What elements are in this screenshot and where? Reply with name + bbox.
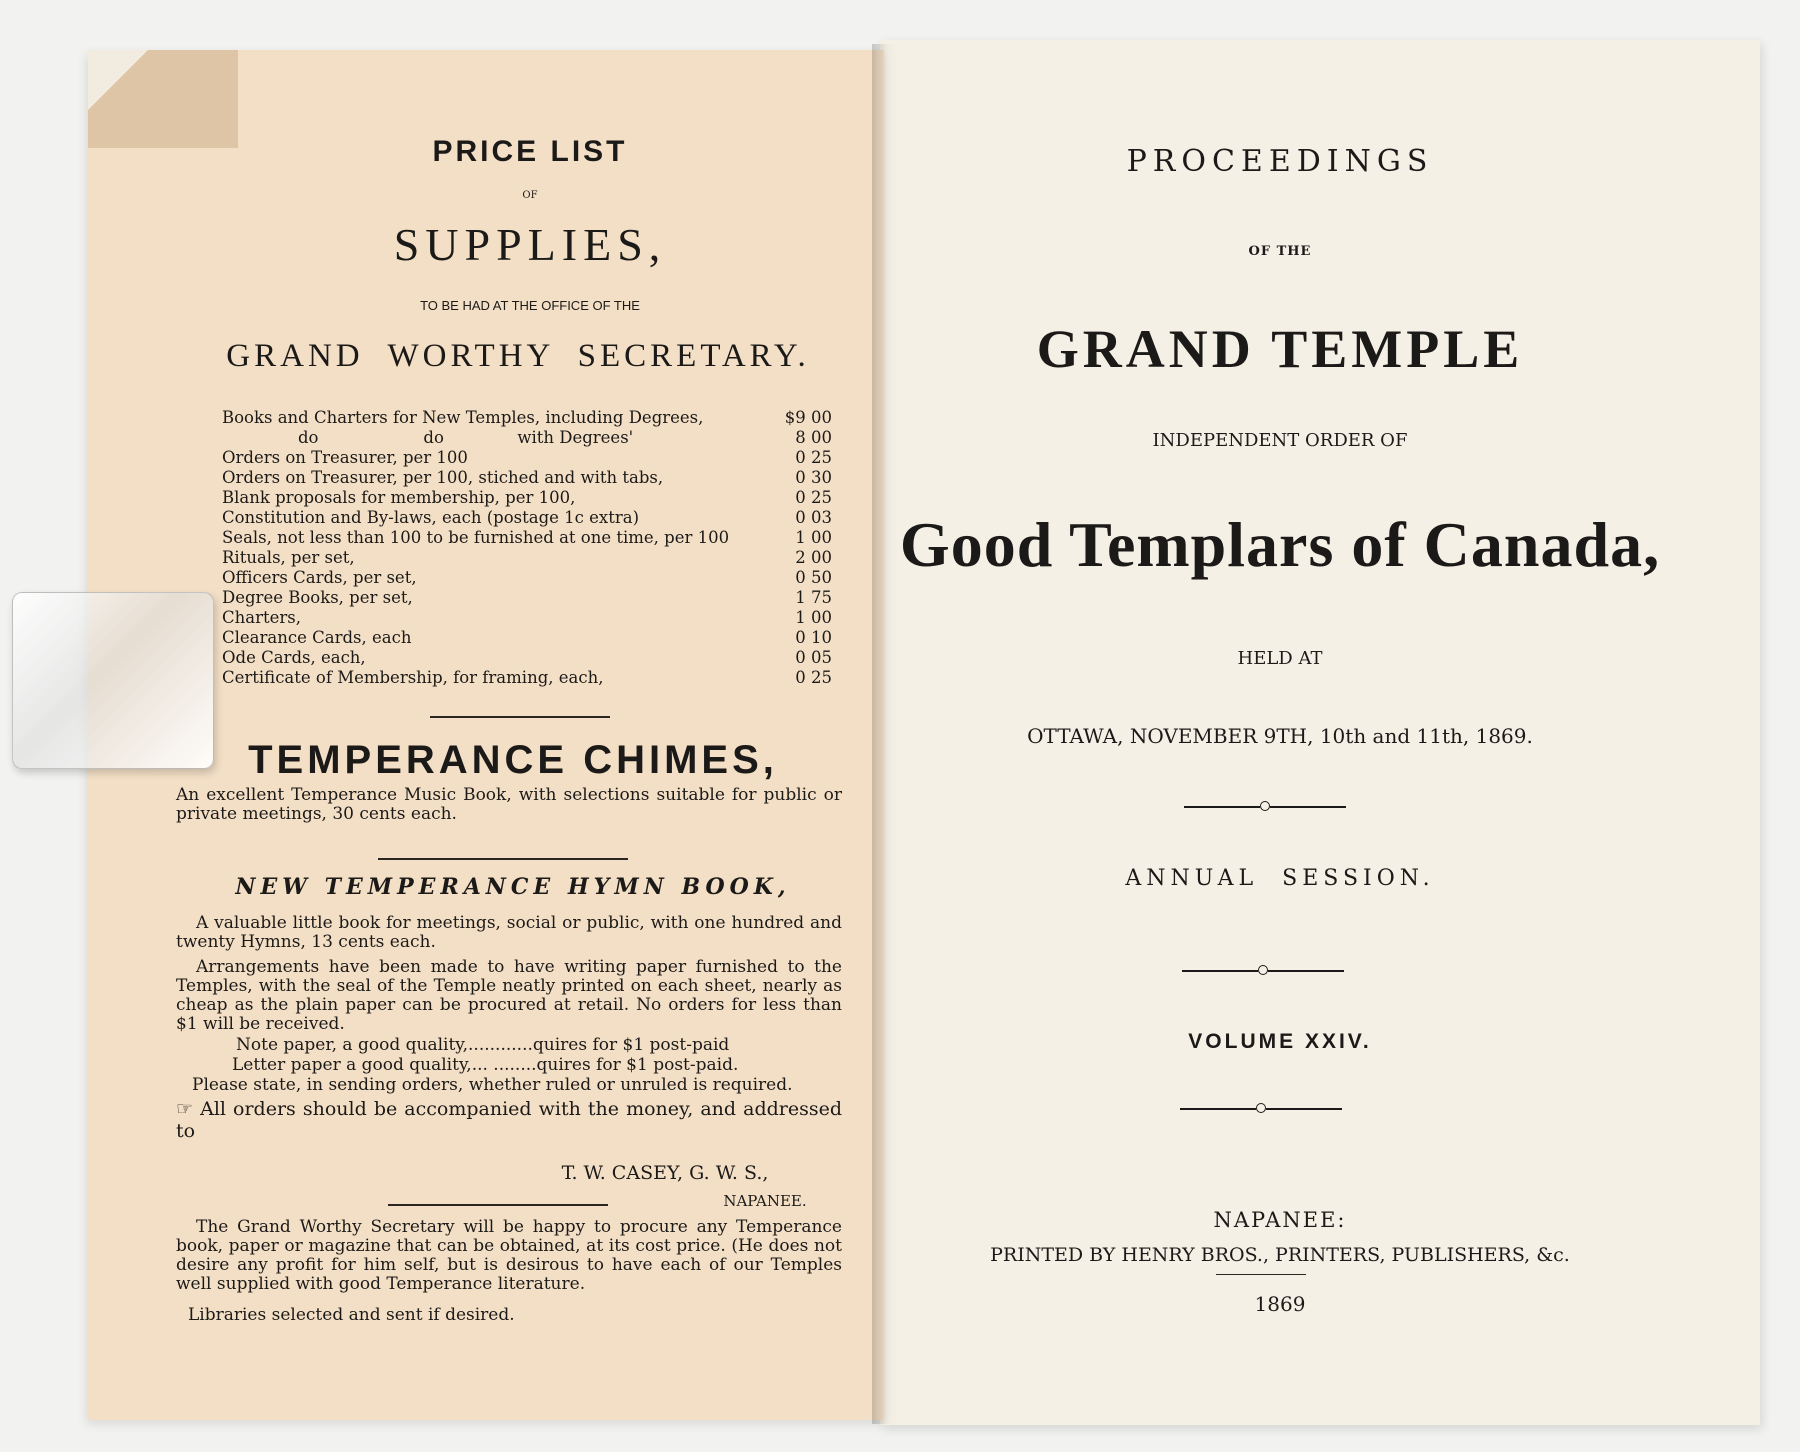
price-row (222, 508, 832, 528)
price-amount: $9 00 (784, 408, 832, 427)
good-templars-heading: Good Templars of Canada, (899, 509, 1661, 580)
signature-name: T. W. CASEY, G. W. S., (561, 1162, 769, 1184)
price-row (222, 588, 832, 608)
price-amount: 1 00 (795, 608, 832, 627)
price-amount: 0 25 (795, 488, 832, 507)
price-desc: Charters, (222, 608, 301, 627)
annual-session-label: ANNUAL SESSION. (1125, 866, 1435, 891)
price-row (222, 568, 832, 588)
tape-corner (88, 50, 148, 110)
price-row (222, 488, 832, 508)
price-row (222, 608, 832, 628)
proceedings-heading: PROCEEDINGS (1126, 144, 1434, 179)
price-desc: Officers Cards, per set, (222, 568, 417, 587)
price-amount: 0 05 (795, 648, 832, 667)
please-state-line: Please state, in sending orders, whether ruled or unruled is required. (192, 1075, 793, 1095)
ottawa-dates: OTTAWA, NOVEMBER 9TH, 10th and 11th, 1869. (1027, 724, 1533, 748)
ornament-divider (378, 858, 628, 860)
price-row (222, 628, 832, 648)
closing-paragraph: The Grand Worthy Secretary will be happy to procure any Temperance book, paper or magazine that can be obtained, at its cost price. (He does not desire any profit for him self, but is desirous to have each of our Temples well supplied with good Temperance literature. (176, 1217, 842, 1294)
ring-divider (1184, 800, 1344, 814)
price-row (222, 548, 832, 568)
price-desc: Ode Cards, each, (222, 648, 366, 667)
volume-label: VOLUME XXIV. (1188, 1030, 1372, 1053)
price-amount: 0 25 (795, 448, 832, 467)
price-desc: Orders on Treasurer, per 100, stiched and with tabs, (222, 468, 664, 487)
price-desc: Books and Charters for New Temples, including Degrees, (222, 408, 704, 427)
gws-heading: GRAND WORTHY SECRETARY. (226, 338, 810, 374)
price-amount: 0 25 (795, 668, 832, 687)
letter-paper-line: Letter paper a good quality,... ........quires for $1 post-paid. (232, 1055, 739, 1075)
price-row (222, 528, 832, 548)
price-desc: do do with Degrees' (298, 428, 634, 447)
glass-paperweight (12, 592, 214, 769)
napanee-label: NAPANEE: (1213, 1208, 1347, 1232)
ornament-divider (388, 1204, 608, 1206)
price-row (222, 428, 832, 448)
independent-order-label: INDEPENDENT ORDER OF (1152, 430, 1408, 451)
ring-divider (1182, 964, 1342, 978)
price-desc: Rituals, per set, (222, 548, 355, 567)
price-amount: 0 30 (795, 468, 832, 487)
note-paper-line: Note paper, a good quality,............quires for $1 post-paid (236, 1035, 730, 1055)
year-label: 1869 (1254, 1292, 1306, 1316)
printed-by-line: PRINTED BY HENRY BROS., PRINTERS, PUBLISHERS, &c. (990, 1244, 1570, 1266)
price-amount: 1 00 (795, 528, 832, 547)
price-row (222, 468, 832, 488)
libraries-line: Libraries selected and sent if desired. (188, 1305, 515, 1325)
price-amount: 1 75 (795, 588, 832, 607)
held-at-label: HELD AT (1237, 648, 1323, 669)
hymn-description: A valuable little book for meetings, social or public, with one hundred and twenty Hymns, 13 cents each. (176, 913, 842, 952)
short-rule (1216, 1274, 1306, 1275)
chimes-description: An excellent Temperance Music Book, with selections suitable for public or private meetings, 30 cents each. (176, 785, 842, 824)
ring-divider (1180, 1102, 1340, 1116)
price-desc: Degree Books, per set, (222, 588, 413, 607)
price-row (222, 448, 832, 468)
price-amount: 0 03 (795, 508, 832, 527)
price-amount: 0 50 (795, 568, 832, 587)
all-orders-text: ☞ All orders should be accompanied with the money, and addressed to (176, 1098, 842, 1142)
price-desc: Clearance Cards, each (222, 628, 412, 647)
price-desc: Certificate of Membership, for framing, each, (222, 668, 604, 687)
price-desc: Seals, not less than 100 to be furnished at one time, per 100 (222, 528, 730, 547)
of-label: OF (522, 190, 538, 201)
hymn-book-heading: NEW TEMPERANCE HYMN BOOK, (235, 874, 791, 900)
price-list-heading: PRICE LIST (432, 135, 628, 168)
price-row (222, 668, 832, 688)
price-amount: 8 00 (795, 428, 832, 447)
price-row (222, 408, 832, 428)
grand-temple-heading: GRAND TEMPLE (1036, 319, 1524, 379)
of-the-label: OF THE (1248, 244, 1312, 259)
price-amount: 0 10 (795, 628, 832, 647)
price-desc: Blank proposals for membership, per 100, (222, 488, 576, 507)
temperance-chimes-heading: TEMPERANCE CHIMES, (248, 738, 778, 782)
price-desc: Constitution and By-laws, each (postage 1c extra) (222, 508, 640, 527)
price-desc: Orders on Treasurer, per 100 (222, 448, 468, 467)
price-row (222, 648, 832, 668)
supplies-heading: SUPPLIES, (393, 219, 667, 270)
signature-place: NAPANEE. (723, 1192, 807, 1210)
to-be-had-label: TO BE HAD AT THE OFFICE OF THE (420, 298, 640, 313)
ornament-divider (430, 716, 610, 718)
writing-paper-text: Arrangements have been made to have writing paper furnished to the Temples, with the seal of the Temple neatly printed on each sheet, nearly as cheap as the plain paper can be procured at retail. No orders for less than $1 will be received. (176, 957, 842, 1034)
price-amount: 2 00 (795, 548, 832, 567)
